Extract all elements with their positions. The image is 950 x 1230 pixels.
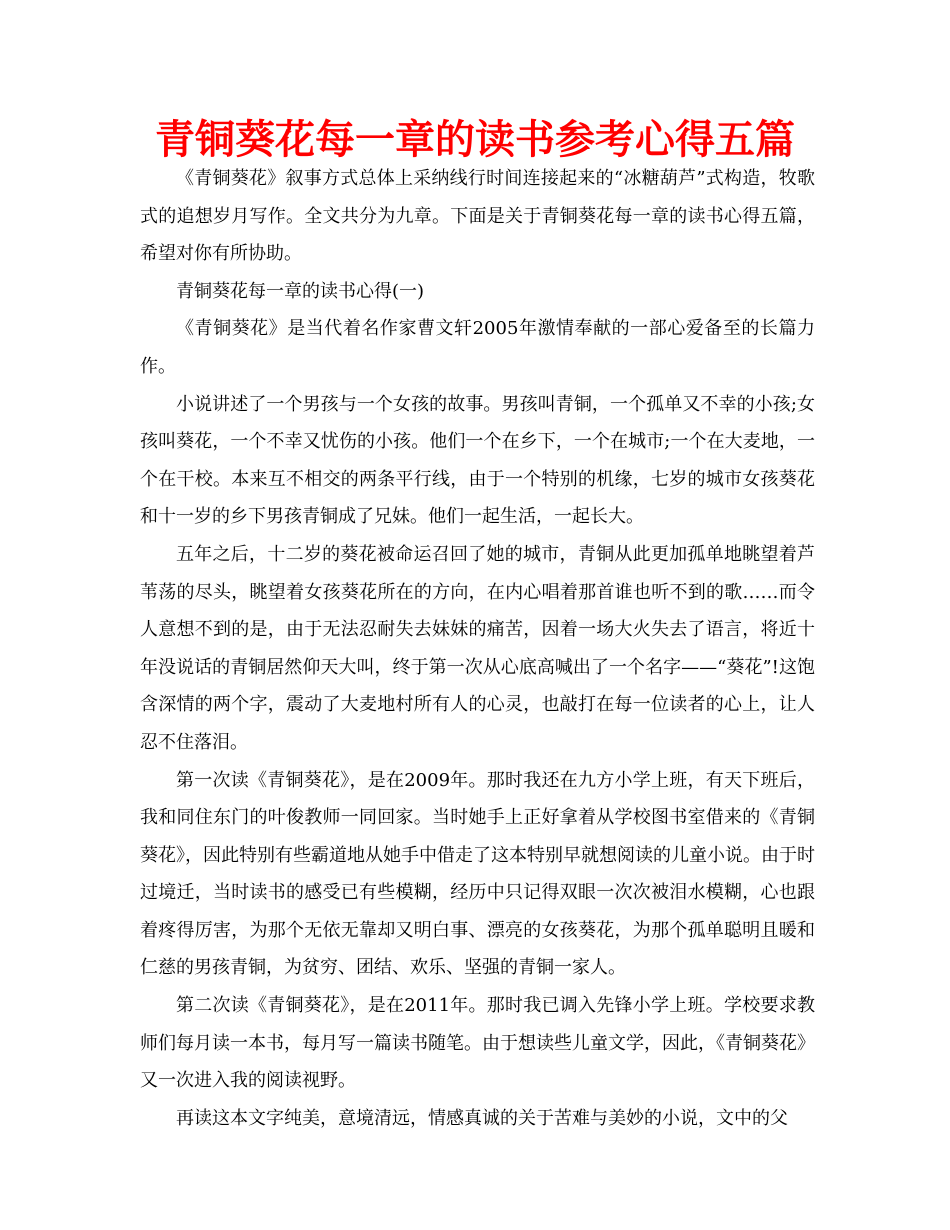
section-heading-1: 青铜葵花每一章的读书心得(一) (176, 280, 425, 302)
paragraph-intro: 《青铜葵花》叙事方式总体上采纳线行时间连接起来的“冰糖葫芦”式构造，牧歌式的追想岁月写作。全文共分为九章。下面是关于青铜葵花每一章的读书心得五篇，希望对你有所协助。 (140, 168, 815, 265)
document-body (140, 160, 815, 1137)
paragraph: 五年之后，十二岁的葵花被命运召回了她的城市，青铜从此更加孤单地眺望着芦苇荡的尽头，眺望着女孩葵花所在的方向，在内心唱着那首谁也听不到的歌……而令人意想不到的是，由于无法忍耐失去妹妹的痛苦，因着一场大火失去了语言，将近十年没说话的青铜居然仰天大叫，终于第一次从心底高喊出了一个名字——“葵花”!这饱含深情的两个字，震动了大麦地村所有人的心灵，也敲打在每一位读者的心上，让人忍不住落泪。 (140, 543, 815, 753)
paragraph: 第一次读《青铜葵花》，是在2009年。那时我还在九方小学上班，有天下班后，我和同住东门的叶俊教师一同回家。当时她手上正好拿着从学校图书室借来的《青铜葵花》，因此特别有些霸道地从她手中借走了这本特别早就想阅读的儿童小说。由于时过境迁，当时读书的感受已有些模糊，经历中只记得双眼一次次被泪水模糊，心也跟着疼得厉害，为那个无依无靠却又明白事、漂亮的女孩葵花，为那个孤单聪明且暖和仁慈的男孩青铜，为贫穷、团结、欢乐、坚强的青铜一家人。 (140, 769, 815, 979)
paragraph: 第二次读《青铜葵花》，是在2011年。那时我已调入先锋小学上班。学校要求教师们每月读一本书，每月写一篇读书随笔。由于想读些儿童文学，因此，《青铜葵花》又一次进入我的阅读视野。 (140, 995, 815, 1092)
paragraph: 再读这本文字纯美，意境清远，情感真诚的关于苦难与美妙的小说，文中的父 (176, 1107, 788, 1129)
document-title: 青铜葵花每一章的读书参考心得五篇 (155, 117, 795, 163)
paragraph: 小说讲述了一个男孩与一个女孩的故事。男孩叫青铜，一个孤单又不幸的小孩;女孩叫葵花，一个不幸又忧伤的小孩。他们一个在乡下，一个在城市;一个在大麦地，一个在干校。本来互不相交的两条平行线，由于一个特别的机缘，七岁的城市女孩葵花和十一岁的乡下男孩青铜成了兄妹。他们一起生活，一起长大。 (140, 393, 815, 528)
paragraph: 《青铜葵花》是当代着名作家曹文轩2005年激情奉献的一部心爱备至的长篇力作。 (140, 318, 815, 377)
